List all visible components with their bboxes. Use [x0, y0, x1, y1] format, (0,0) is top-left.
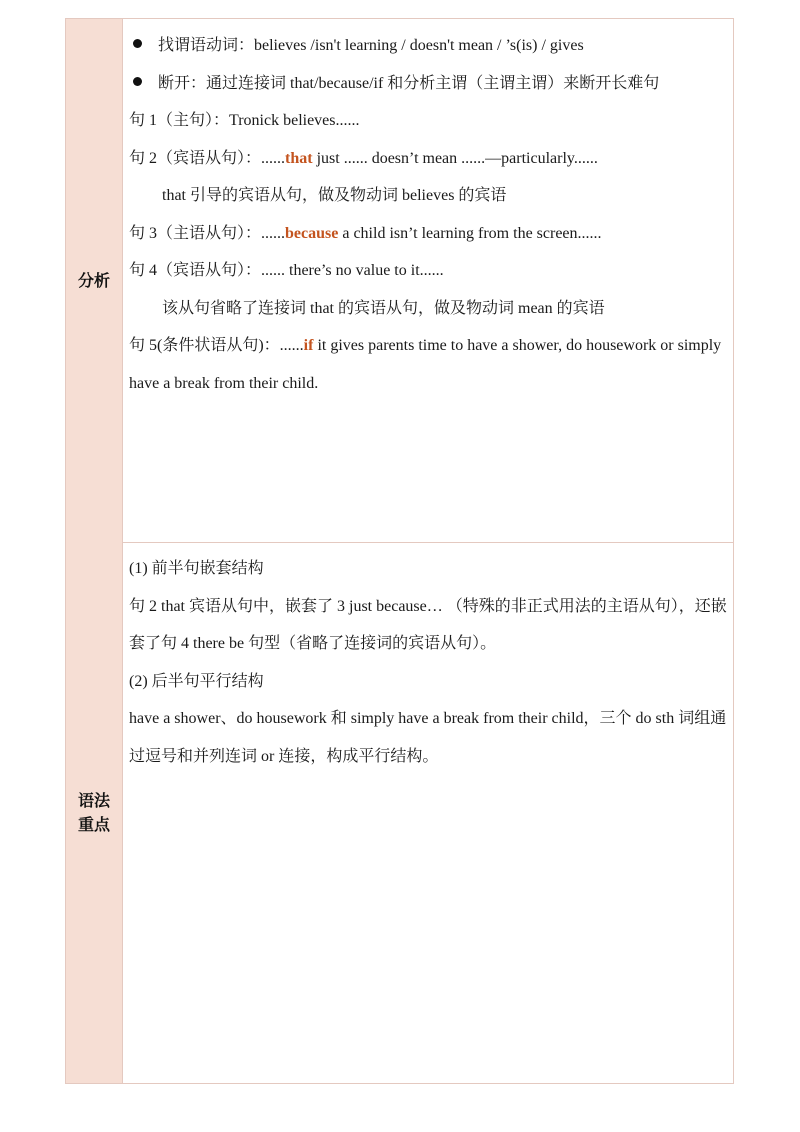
sentence-2 [129, 140, 727, 178]
sentence-2-note: that 引导的宾语从句，做及物动词 believes 的宾语 [162, 187, 507, 204]
analysis-row [66, 19, 733, 543]
grammar-paragraph-2: have a shower、do housework 和 simply have a break from their child，三个 do sth 词组通过逗号和并列连词 or 连接，构成平行结构。 [129, 710, 727, 765]
sentence-1: 句 1（主句）：Tronick believes...... [129, 112, 360, 129]
grammar-content [123, 542, 733, 1083]
bullet-dot-icon [133, 77, 142, 86]
bullet-text: 断开：通过连接词 that/because/if 和分析主谓（主谓主谓）来断开长难句 [158, 74, 660, 92]
bullet-text: 找谓语动词：believes /isn't learning / doesn't mean / ’s(is) / gives [158, 37, 584, 54]
analysis-label-cell [66, 19, 123, 542]
sentence-3-prefix: 句 3（主语从句）：...... [129, 224, 286, 242]
analysis-label: 分析 [77, 270, 110, 290]
grammar-heading-1: (1) 前半句嵌套结构 [129, 560, 264, 577]
sentence-3-suffix: a child isn’t learning from the screen...... [338, 224, 602, 242]
keyword-because: because [285, 224, 339, 242]
keyword-that: that [285, 149, 313, 167]
bullet-item [129, 65, 727, 103]
bullet-item [129, 27, 727, 65]
sentence-5-prefix: 句 5(条件状语从句)：...... [129, 337, 304, 354]
sentence-2-prefix: 句 2（宾语从句）：...... [129, 149, 286, 167]
sentence-4: 句 4（宾语从句）：...... there’s no value to it...... [129, 262, 444, 279]
sentence-5-suffix: it gives parents time to have a shower, do housework or simply have a break from their child. [129, 337, 722, 392]
sentence-3 [129, 215, 727, 253]
sentence-5 [129, 327, 727, 402]
grammar-label-cell [66, 542, 123, 1083]
grammar-heading-2: (2) 后半句平行结构 [129, 672, 264, 690]
bullet-dot-icon [133, 39, 142, 48]
analysis-table [65, 18, 734, 1084]
keyword-if: if [303, 337, 314, 354]
grammar-row [66, 542, 733, 1083]
grammar-paragraph-1: 句 2 that 宾语从句中，嵌套了 3 just because… （特殊的非正式用法的主语从句），还嵌套了句 4 there be 句型（省略了连接词的宾语从句）。 [129, 597, 727, 652]
sentence-2-suffix: just ...... doesn’t mean ......—particularly...... [312, 149, 598, 167]
analysis-content [123, 19, 733, 542]
sentence-4-note: 该从句省略了连接词 that 的宾语从句，做及物动词 mean 的宾语 [162, 299, 605, 317]
grammar-label-line1: 语法 [77, 790, 110, 810]
grammar-label-line2: 重点 [77, 814, 110, 834]
grammar-label [78, 789, 110, 837]
